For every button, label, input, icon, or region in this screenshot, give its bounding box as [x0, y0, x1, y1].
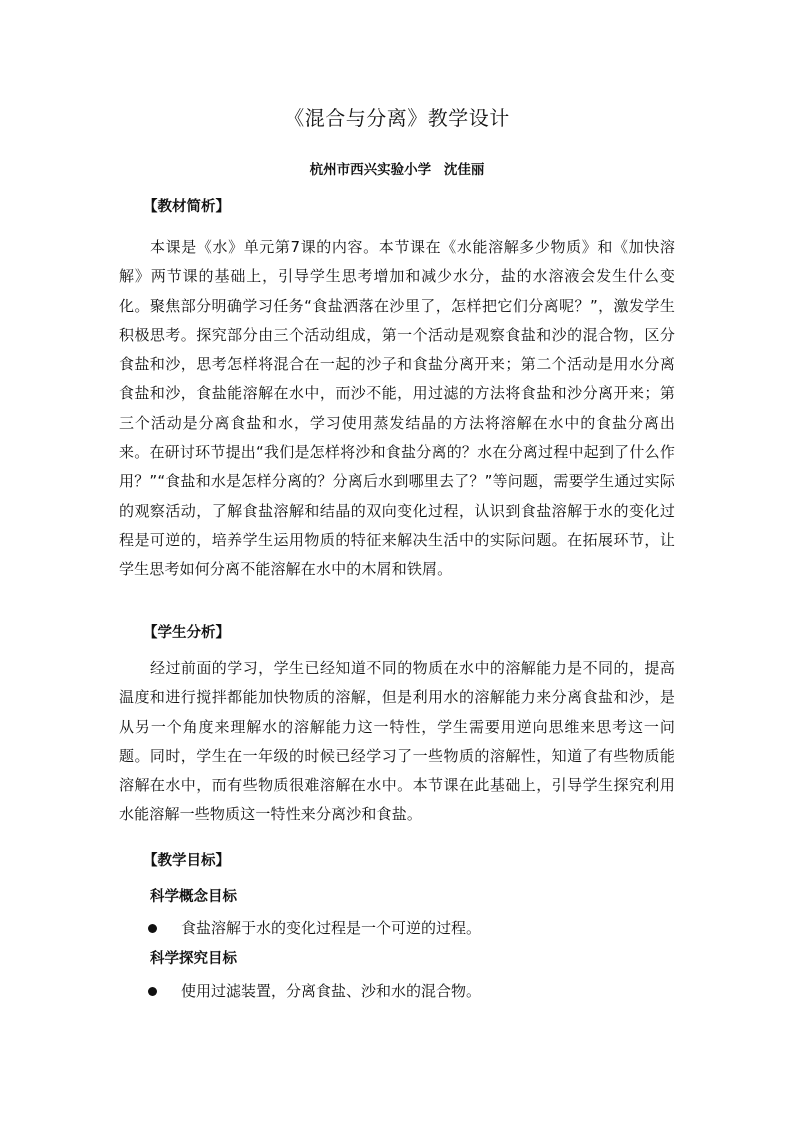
author-line: 杭州市西兴实验小学 沈佳丽	[309, 162, 485, 178]
filled-circle-bullet-icon	[148, 924, 157, 933]
subheading-inquiry-goal: 科学探究目标	[150, 951, 237, 967]
section-heading-student-analysis: 【学生分析】	[143, 625, 230, 641]
bullet-text-concept-goal: 食盐溶解于水的变化过程是一个可逆的过程。	[181, 919, 482, 937]
subheading-concept-goal: 科学概念目标	[150, 889, 237, 905]
filled-circle-bullet-icon	[148, 987, 157, 996]
paragraph-textbook-analysis: 本课是《水》单元第7课的内容。本节课在《水能溶解多少物质》和《加快溶解》两节课的基础上，引导学生思考增加和减少水分，盐的水溶液会发生什么变化。聚焦部分明确学习任务“食盐洒落在沙里了，怎样把它们分离呢？”，激发学生积极思考。探究部分由三个活动组成，第一个活动是观察食盐和沙的混合物，区分食盐和沙，思考怎样将混合在一起的沙子和食盐分离开来；第二个活动是用水分离食盐和沙，食盐能溶解在水中，而沙不能，用过滤的方法将食盐和沙分离开来；第三个活动是分离食盐和水，学习使用蒸发结晶的方法将溶解在水中的食盐分离出来。在研讨环节提出“我们是怎样将沙和食盐分离的？水在分离过程中起到了什么作用？”“食盐和水是怎样分离的？分离后水到哪里去了？”等问题，需要学生通过实际的观察活动，了解食盐溶解和结晶的双向变化过程，认识到食盐溶解于水的变化过程是可逆的，培养学生运用物质的特征来解决生活中的实际问题。在拓展环节，让学生思考如何分离不能溶解在水中的木屑和铁屑。	[119, 238, 675, 579]
bullet-item-inquiry-goal	[148, 980, 481, 1002]
section-heading-textbook-analysis: 【教材简析】	[143, 199, 230, 215]
paragraph-student-analysis: 经过前面的学习，学生已经知道不同的物质在水中的溶解能力是不同的，提高温度和进行搅拌都能加快物质的溶解，但是利用水的溶解能力来分离食盐和沙，是从另一个角度来理解水的溶解能力这一特性，学生需要用逆向思维来思考这一问题。同时，学生在一年级的时候已经学习了一些物质的溶解性，知道了有些物质能溶解在水中，而有些物质很难溶解在水中。本节课在此基础上，引导学生探究利用水能溶解一些物质这一特性来分离沙和食盐。	[119, 659, 675, 824]
bullet-text-inquiry-goal: 使用过滤装置，分离食盐、沙和水的混合物。	[181, 982, 482, 1000]
document-title: 《混合与分离》教学设计	[284, 106, 510, 130]
section-heading-teaching-goals: 【教学目标】	[143, 853, 230, 869]
bullet-item-concept-goal	[148, 917, 481, 939]
